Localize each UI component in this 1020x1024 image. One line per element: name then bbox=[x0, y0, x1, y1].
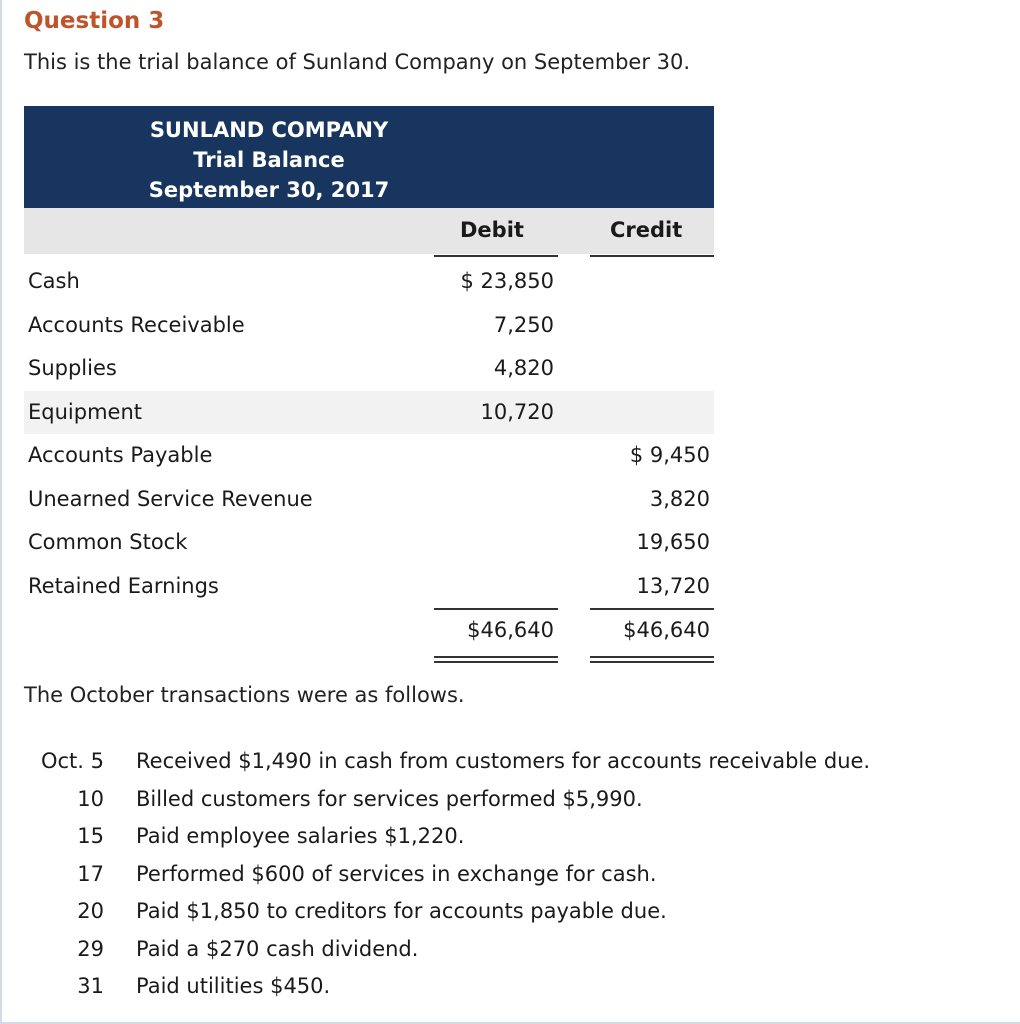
account-name: Unearned Service Revenue bbox=[28, 486, 313, 511]
list-item bbox=[24, 894, 1004, 932]
account-name: Accounts Receivable bbox=[28, 312, 245, 337]
table-row bbox=[24, 521, 714, 565]
totals-row bbox=[24, 608, 714, 658]
intro-text: This is the trial balance of Sunland Company on September 30. bbox=[24, 50, 691, 74]
credit-header: Credit bbox=[610, 218, 683, 242]
credit-amount: $ 9,450 bbox=[629, 443, 710, 467]
list-item bbox=[24, 969, 1004, 1007]
debit-total: $46,640 bbox=[467, 618, 554, 642]
table-row bbox=[24, 434, 714, 478]
table-row bbox=[24, 565, 714, 609]
transaction-text: Paid employee salaries $1,220. bbox=[136, 824, 465, 848]
account-name: Supplies bbox=[28, 356, 117, 380]
credit-amount: 13,720 bbox=[636, 573, 710, 598]
transaction-date: Oct. 5 bbox=[40, 749, 104, 773]
table-row bbox=[24, 478, 714, 522]
question-title: Question 3 bbox=[24, 8, 165, 34]
debit-header: Debit bbox=[460, 218, 524, 242]
list-item bbox=[24, 819, 1004, 857]
debit-amount: 10,720 bbox=[480, 399, 554, 424]
table-row bbox=[24, 304, 714, 348]
account-name: Common Stock bbox=[28, 530, 188, 554]
transaction-text: Paid a $270 cash dividend. bbox=[136, 936, 419, 961]
table-row bbox=[24, 260, 714, 304]
account-rows bbox=[24, 260, 714, 658]
transaction-date: 29 bbox=[77, 936, 104, 961]
transaction-date: 31 bbox=[77, 974, 104, 998]
debit-double-rule bbox=[434, 661, 558, 663]
transaction-date: 10 bbox=[77, 786, 104, 811]
transaction-text: Paid $1,850 to creditors for accounts payable due. bbox=[136, 899, 667, 923]
list-item bbox=[24, 932, 1004, 970]
credit-double-rule bbox=[590, 661, 714, 663]
debit-amount: 7,250 bbox=[493, 312, 554, 337]
debit-double-rule bbox=[434, 656, 558, 658]
debit-amount: $ 23,850 bbox=[460, 269, 554, 293]
transactions-list bbox=[24, 744, 1004, 1007]
statement-title: Trial Balance bbox=[193, 148, 345, 172]
statement-date: September 30, 2017 bbox=[148, 178, 390, 202]
transaction-date: 17 bbox=[77, 861, 104, 886]
list-item bbox=[24, 744, 1004, 782]
account-name: Retained Earnings bbox=[28, 573, 219, 598]
list-item bbox=[24, 857, 1004, 895]
transaction-date: 20 bbox=[77, 899, 104, 923]
transaction-text: Paid utilities $450. bbox=[136, 974, 331, 998]
list-item bbox=[24, 782, 1004, 820]
table-row bbox=[24, 347, 714, 391]
credit-double-rule bbox=[590, 656, 714, 658]
credit-total: $46,640 bbox=[623, 618, 710, 642]
account-name: Cash bbox=[28, 269, 80, 293]
credit-amount: 19,650 bbox=[636, 530, 710, 554]
transaction-text: Received $1,490 in cash from customers for accounts receivable due. bbox=[136, 749, 871, 773]
table-row bbox=[24, 391, 714, 435]
transaction-text: Performed $600 of services in exchange for cash. bbox=[136, 861, 657, 886]
column-header-row bbox=[24, 208, 714, 254]
trial-balance-header bbox=[24, 106, 714, 208]
company-name: SUNLAND COMPANY bbox=[149, 118, 389, 142]
credit-amount: 3,820 bbox=[649, 486, 710, 511]
trial-balance-table bbox=[24, 106, 714, 658]
debit-amount: 4,820 bbox=[493, 356, 554, 380]
account-name: Accounts Payable bbox=[28, 443, 213, 467]
debit-header-underline bbox=[434, 255, 558, 257]
transaction-text: Billed customers for services performed $5,990. bbox=[136, 786, 643, 811]
credit-header-underline bbox=[590, 255, 714, 257]
transaction-date: 15 bbox=[77, 824, 104, 848]
account-name: Equipment bbox=[28, 399, 142, 424]
transactions-intro: The October transactions were as follows. bbox=[24, 683, 465, 707]
